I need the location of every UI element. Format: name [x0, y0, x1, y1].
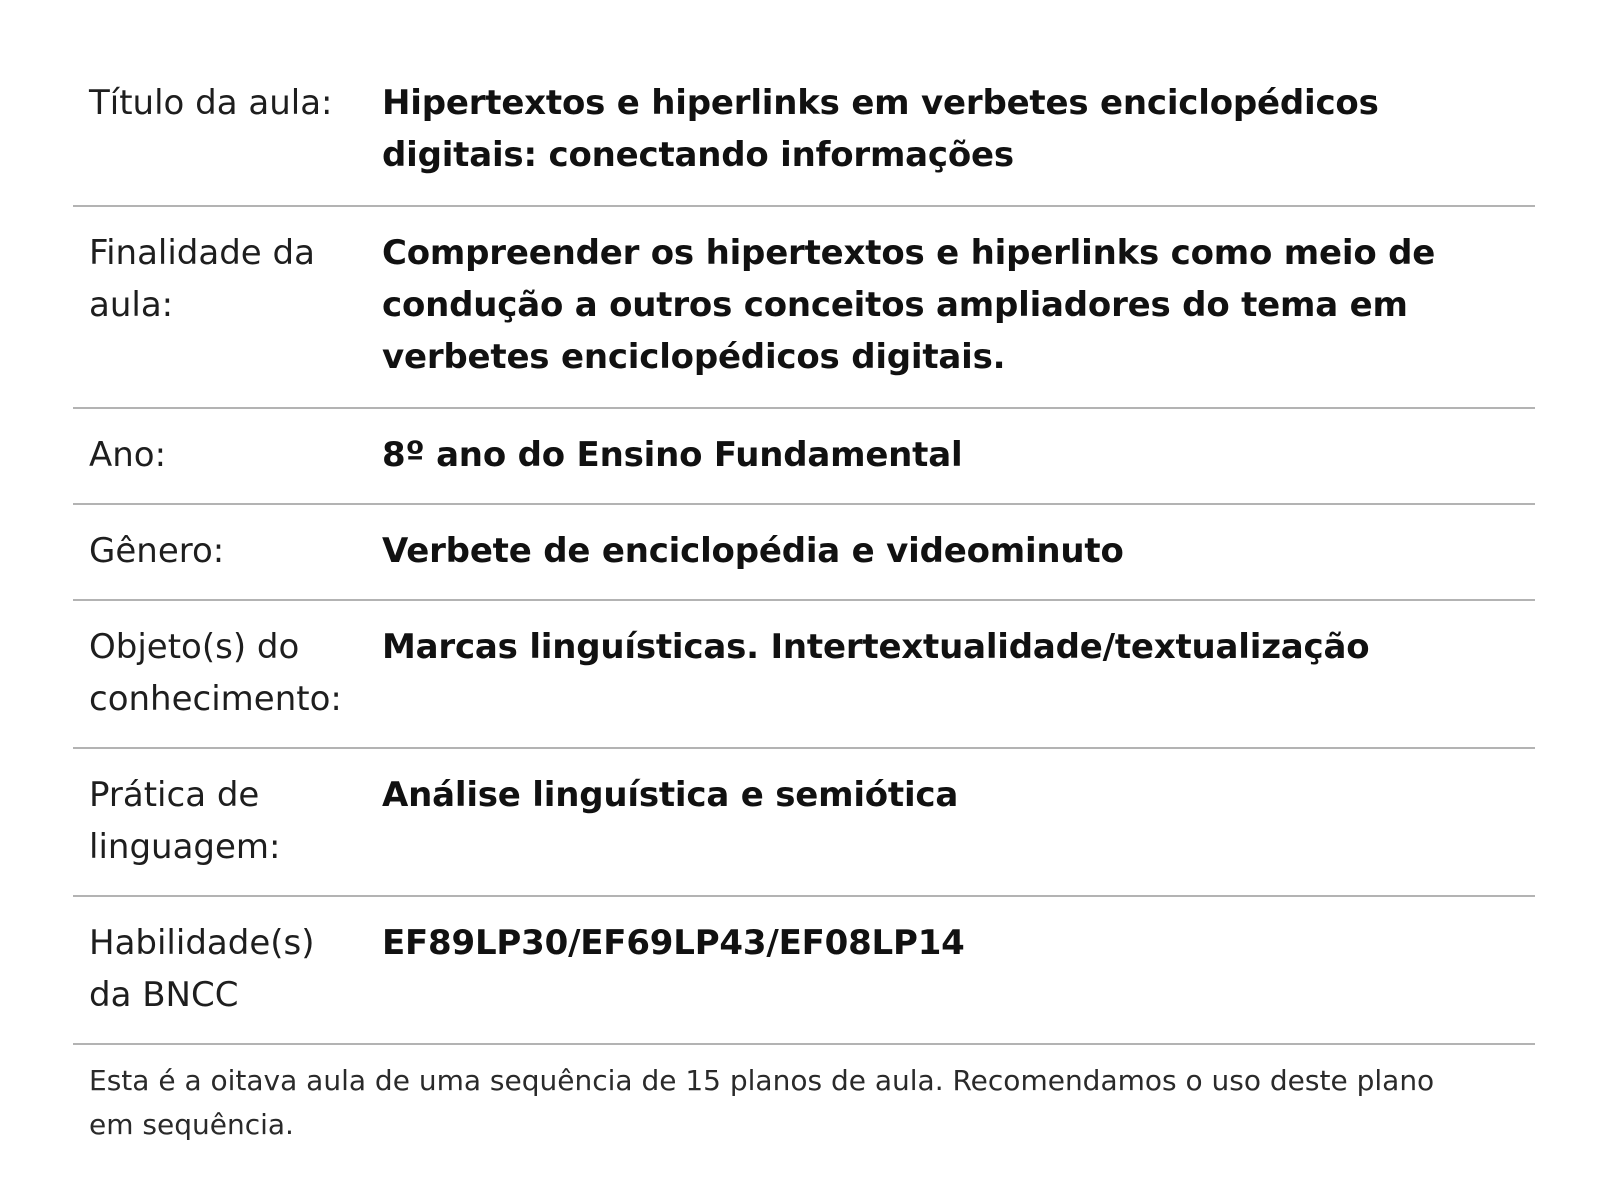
bncc-skills-label: Habilidade(s) da BNCC: [89, 923, 315, 1015]
knowledge-object-label: Objeto(s) do conhecimento:: [89, 627, 342, 719]
row-language-practice: [73, 748, 1535, 896]
row-bncc-skills: [73, 896, 1535, 1044]
lesson-plan-table: [73, 52, 1535, 1045]
lesson-plan-sheet: [73, 52, 1535, 1147]
row-lesson-title: [73, 52, 1535, 206]
row-genre: [73, 504, 1535, 600]
genre-value: Verbete de enciclopédia e videominuto: [382, 531, 1124, 571]
row-knowledge-object: [73, 600, 1535, 748]
language-practice-value: Análise linguística e semiótica: [382, 775, 959, 815]
row-lesson-purpose: [73, 206, 1535, 408]
bncc-skills-value: EF89LP30/EF69LP43/EF08LP14: [382, 923, 965, 963]
lesson-title-label: Título da aula:: [89, 83, 333, 123]
genre-label: Gênero:: [89, 531, 225, 571]
language-practice-label: Prática de linguagem:: [89, 775, 281, 867]
row-school-year: [73, 408, 1535, 504]
school-year-value: 8º ano do Ensino Fundamental: [382, 435, 963, 475]
knowledge-object-value: Marcas linguísticas. Intertextualidade/textualização: [382, 627, 1370, 667]
sequence-footnote: Esta é a oitava aula de uma sequência de 15 planos de aula. Recomendamos o uso deste plano em sequência.: [89, 1064, 1435, 1141]
school-year-label: Ano:: [89, 435, 167, 475]
lesson-title-value: Hipertextos e hiperlinks em verbetes enciclopédicos digitais: conectando informações: [382, 83, 1379, 175]
lesson-purpose-value: Compreender os hipertextos e hiperlinks como meio de condução a outros conceitos ampliadores do tema em verbetes enciclopédicos digitais.: [382, 233, 1436, 377]
lesson-purpose-label: Finalidade da aula:: [89, 233, 315, 325]
